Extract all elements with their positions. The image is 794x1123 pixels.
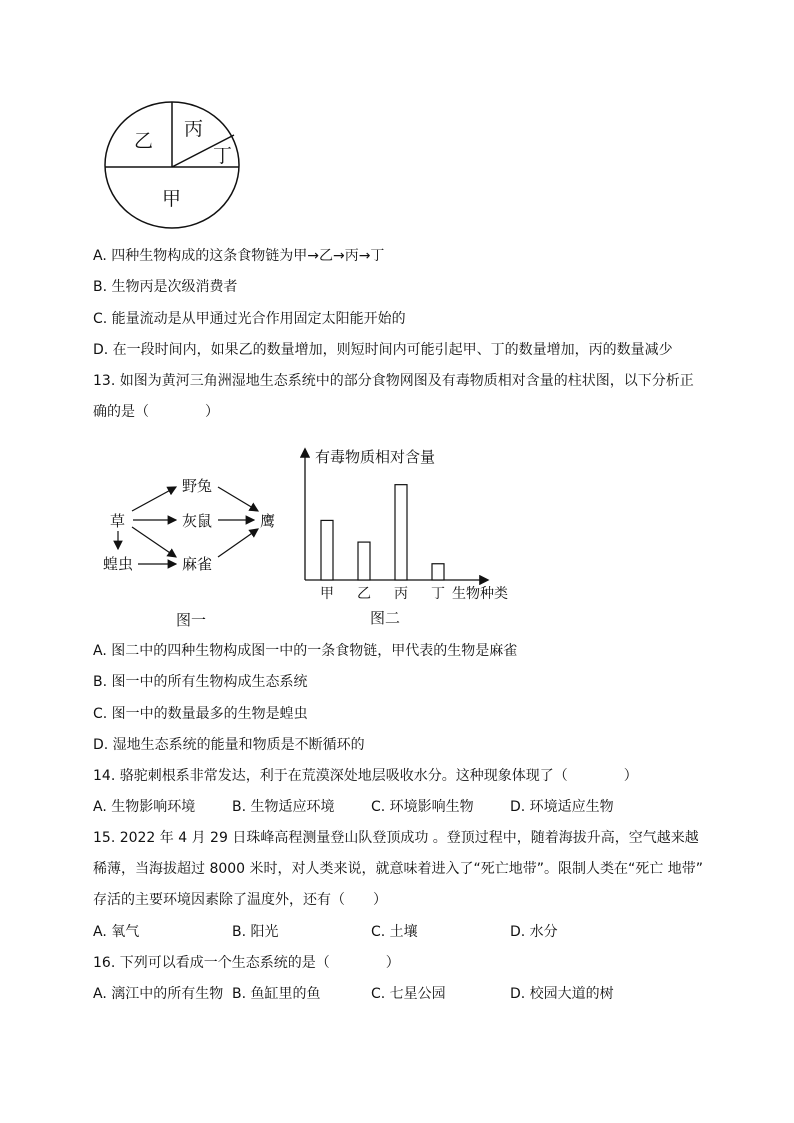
q16-option-d: D. 校园大道的树: [510, 986, 614, 1002]
bar-2: [395, 485, 407, 580]
arrow-rabbit-hawk: [218, 487, 258, 511]
q15-line3: 存活的主要环境因素除了温度外，还有（ ）: [93, 892, 387, 908]
q15-option-d: D. 水分: [510, 924, 558, 940]
q12-option-c: C. 能量流动是从甲通过光合作用固定太阳能开始的: [93, 311, 406, 327]
node-locust: 蝗虫: [103, 555, 134, 573]
q12-option-a: A. 四种生物构成的这条食物链为甲→乙→丙→丁: [93, 248, 385, 264]
q14-stem: 14. 骆驼刺根系非常发达，利于在荒漠深处地层吸收水分。这种现象体现了（ ）: [93, 768, 638, 784]
node-grass: 草: [110, 512, 126, 530]
pie-label-bing: 丙: [184, 118, 204, 140]
pie-label-ding: 丁: [213, 145, 233, 167]
q13-option-a: A. 图二中的四种生物构成图一中的一条食物链，甲代表的生物是麻雀: [93, 643, 518, 659]
q12-option-b: B. 生物丙是次级消费者: [93, 279, 238, 295]
arrow-grass-rabbit: [132, 487, 176, 511]
food-web-figure: [100, 465, 290, 630]
node-rabbit: 野兔: [182, 477, 213, 495]
q13-option-d: D. 湿地生态系统的能量和物质是不断循环的: [93, 737, 365, 753]
pie-label-yi: 乙: [134, 130, 154, 152]
q16-option-c: C. 七星公园: [371, 986, 446, 1002]
x-tick-label-2: 丙: [394, 586, 408, 602]
x-tick-label-1: 乙: [357, 586, 371, 602]
bar-chart: [295, 440, 525, 630]
chart-caption: 图二: [370, 609, 401, 627]
bar-0: [321, 520, 333, 580]
bar-3: [432, 564, 444, 580]
q13-stem-line1: 13. 如图为黄河三角洲湿地生态系统中的部分食物网图及有毒物质相对含量的柱状图，以下分析正: [93, 373, 694, 389]
q14-option-c: C. 环境影响生物: [371, 799, 474, 815]
arrow-sparrow-hawk: [218, 529, 258, 557]
q13-option-b: B. 图一中的所有生物构成生态系统: [93, 674, 308, 690]
x-axis-label: 生物种类: [452, 586, 508, 602]
node-hawk: 鹰: [260, 512, 276, 530]
q14-option-b: B. 生物适应环境: [232, 799, 335, 815]
q16-option-a: A. 漓江中的所有生物: [93, 986, 224, 1002]
pie-figure: [100, 95, 250, 235]
q15-option-b: B. 阳光: [232, 924, 279, 940]
node-sparrow: 麻雀: [182, 555, 213, 573]
q15-line1: 15. 2022 年 4 月 29 日珠峰高程测量登山队登顶成功 。登顶过程中，随着海拔升高，空气越来越: [93, 830, 699, 846]
arrow-grass-sparrow: [132, 527, 176, 557]
node-mouse: 灰鼠: [182, 512, 213, 530]
bar-1: [358, 542, 370, 580]
y-axis-label: 有毒物质相对含量: [315, 448, 436, 466]
pie-label-jia: 甲: [162, 188, 182, 210]
x-tick-label-3: 丁: [431, 586, 445, 602]
q14-option-a: A. 生物影响环境: [93, 799, 196, 815]
q14-option-d: D. 环境适应生物: [510, 799, 614, 815]
q13-stem-line2: 确的是（ ）: [93, 404, 219, 420]
q16-option-b: B. 鱼缸里的鱼: [232, 986, 321, 1002]
q12-option-d: D. 在一段时间内，如果乙的数量增加，则短时间内可能引起甲、丁的数量增加，丙的数量减少: [93, 342, 673, 358]
q16-stem: 16. 下列可以看成一个生态系统的是（ ）: [93, 955, 400, 971]
q15-option-c: C. 土壤: [371, 924, 418, 940]
x-tick-label-0: 甲: [320, 586, 334, 602]
q15-line2: 稀薄，当海拔超过 8000 米时，对人类来说，就意味着进入了“死亡地带”。限制人类在“死亡 地带”: [93, 861, 703, 877]
foodweb-caption: 图一: [176, 611, 207, 629]
q15-option-a: A. 氧气: [93, 924, 140, 940]
q13-option-c: C. 图一中的数量最多的生物是蝗虫: [93, 706, 308, 722]
